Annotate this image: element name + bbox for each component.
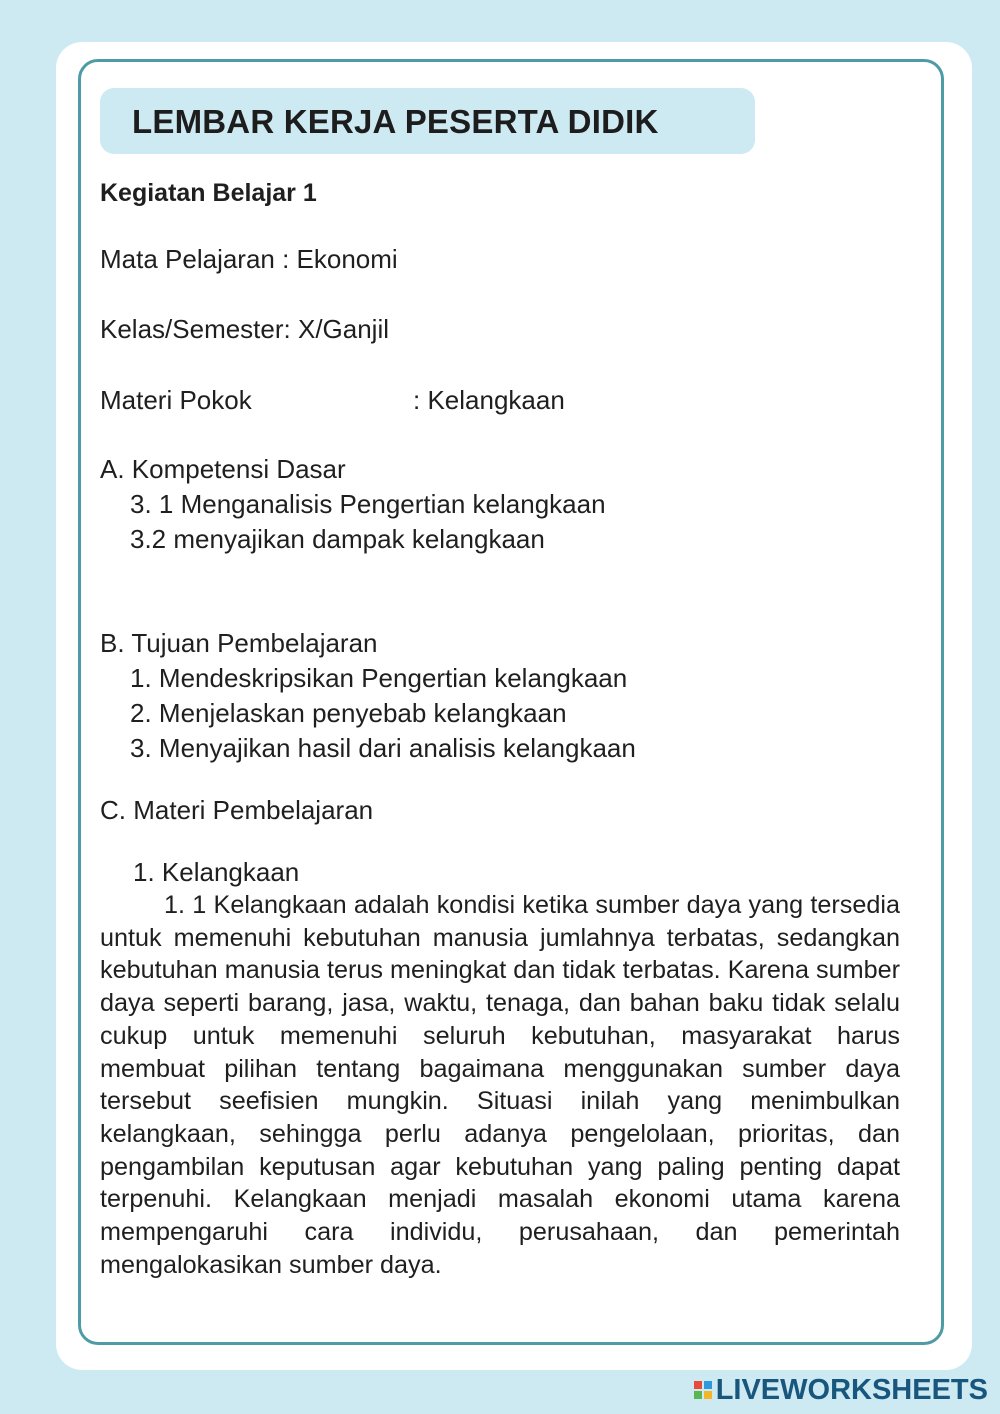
paragraph-text: Kelangkaan adalah kondisi ketika sumber daya yang tersedia untuk memenuhi kebutuhan manusia jumlahnya terbatas, sedangkan kebutuhan manusia terus meningkat dan tidak terbatas. Karena sumber daya seperti barang, jasa, waktu, tenaga, dan bahan baku tidak selalu cukup untuk memenuhi seluruh kebutuhan, masyarakat harus membuat pilihan tentang bagaimana menggunakan sumber daya tersebut seefisien mungkin. Situasi inilah yang menimbulkan kelangkaan, sehingga perlu adanya pengelolaan, prioritas, dan pengambilan keputusan agar kebutuhan yang paling penting dapat terpenuhi. Kelangkaan menjadi masalah ekonomi utama karena mempengaruhi cara individu, perusahaan, dan pemerintah mengalokasikan sumber daya. — [100, 891, 901, 1279]
section-a-heading: A. Kompetensi Dasar — [100, 454, 346, 484]
section-c-subheading: 1. Kelangkaan — [133, 857, 300, 887]
section-b-item: 3. Menyajikan hasil dari analisis kelangkaan — [130, 733, 636, 763]
liveworksheets-logo — [694, 1374, 988, 1406]
section-a-item: 3. 1 Menganalisis Pengertian kelangkaan — [130, 489, 606, 519]
liveworksheets-logo-icon — [694, 1381, 712, 1399]
kelangkaan-paragraph — [100, 889, 900, 1281]
worksheet-title: LEMBAR KERJA PESERTA DIDIK — [132, 103, 659, 140]
section-b-item: 2. Menjelaskan penyebab kelangkaan — [130, 698, 567, 728]
section-c-heading: C. Materi Pembelajaran — [100, 795, 374, 825]
topic-label: Materi Pokok — [100, 385, 252, 415]
topic-value: : Kelangkaan — [413, 385, 565, 415]
section-b-heading: B. Tujuan Pembelajaran — [100, 628, 378, 658]
paragraph-lead: 1. 1 — [164, 891, 207, 919]
section-a-item: 3.2 menyajikan dampak kelangkaan — [130, 524, 545, 554]
subject-line: Mata Pelajaran : Ekonomi — [100, 244, 398, 274]
topic-line — [100, 383, 565, 417]
logo-text: LIVEWORKSHEETS — [715, 1373, 988, 1406]
section-b-item: 1. Mendeskripsikan Pengertian kelangkaan — [130, 663, 628, 693]
class-semester-line: Kelas/Semester: X/Ganjil — [100, 314, 390, 344]
activity-heading: Kegiatan Belajar 1 — [100, 179, 317, 207]
